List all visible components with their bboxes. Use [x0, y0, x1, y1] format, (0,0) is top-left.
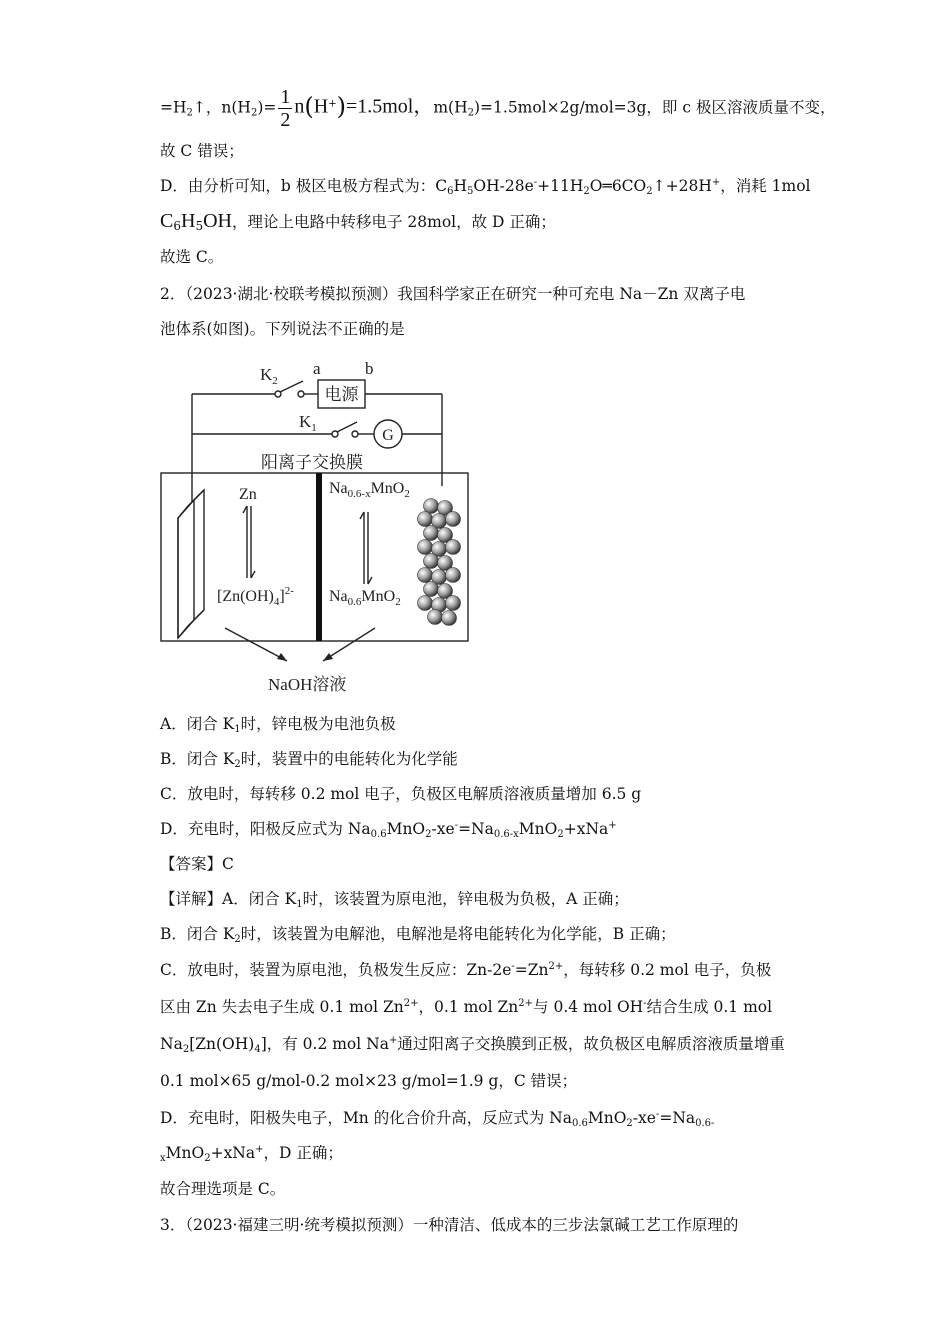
superscript: + [388, 1035, 398, 1046]
zinc-label: Zn [239, 486, 257, 503]
subscript: 2 [250, 107, 258, 119]
fraction-denominator: 2 [280, 109, 291, 131]
superscript: - [643, 998, 647, 1009]
cathode-particle [418, 596, 433, 611]
text-run: 区由 Zn 失去电子生成 0.1 mol Zn [160, 998, 404, 1016]
text-run: B．闭合 K [160, 925, 235, 943]
subscript: 5 [467, 186, 474, 197]
explanation-line [160, 923, 676, 945]
option-c: C．放电时，每转移 0.2 mol 电子，负极区电解质溶液质量增加 6.5 g [160, 785, 642, 803]
text-run: 【详解】A．闭合 K [160, 890, 297, 908]
text-line: 故选 C。 [160, 248, 224, 266]
text-run: +xNa [563, 820, 609, 838]
k2-label: $K_2$ [260, 365, 278, 387]
cathode-particle [424, 554, 439, 569]
text-run: MnO [386, 820, 426, 838]
text-run: =H [160, 98, 187, 117]
question-2-line-2: 池体系(如图)。下列说法不正确的是 [160, 320, 405, 338]
battery-diagram [155, 356, 485, 696]
text-run: )=1.5mol×2g/mol=3g，即 c 极区溶液质量不变， [474, 98, 836, 117]
subscript: 2 [182, 1044, 190, 1055]
membrane-label: 阳离子交换膜 [261, 453, 363, 472]
subscript: 5 [195, 219, 204, 233]
superscript: 2+ [518, 998, 534, 1009]
cathode-particle [446, 568, 461, 583]
cathode-particle [442, 611, 457, 626]
superscript: + [711, 177, 721, 188]
terminal-a-label: a [313, 359, 321, 378]
text-run: C．放电时，装置为原电池，负极发生反应：Zn-2e [160, 961, 512, 979]
text-run: ↑+28H [652, 177, 712, 195]
subscript: 2 [467, 107, 474, 119]
subscript: 2 [425, 829, 432, 840]
text-run: )= [257, 98, 277, 117]
text-run: -xe [632, 1109, 656, 1127]
text-run: ↑，n(H [192, 98, 251, 117]
text-run: +11H [537, 177, 584, 195]
math-oh: OH [203, 210, 232, 232]
subscript: 0.6 [571, 1118, 588, 1129]
cathode-particle [446, 540, 461, 555]
question-2-line-1: 2．（2023·湖北·校联考模拟预测）我国科学家正在研究一种可充电 Na－Zn 双离子电 [160, 285, 746, 303]
cathode-particle [418, 540, 433, 555]
subscript: 2 [204, 1153, 211, 1164]
subscript: 2 [626, 1118, 633, 1129]
text-run: ，理论上电路中转移电子 28mol，故 D 正确； [231, 213, 556, 231]
text-run: ，0.1 mol Zn [418, 998, 519, 1016]
cathode-particle [424, 582, 439, 597]
fraction [278, 86, 292, 131]
subscript: 2 [186, 107, 193, 119]
cathode-particle [428, 610, 443, 625]
text-run: =Na [458, 820, 494, 838]
option-d [160, 818, 617, 840]
naoh-solution-label: NaOH溶液 [268, 675, 347, 694]
text-run: A．闭合 K [160, 715, 235, 733]
answer-line: 【答案】C [160, 855, 234, 873]
superscript: + [328, 98, 337, 110]
naoh-pointer-left [225, 628, 287, 661]
fraction-numerator: 1 [280, 86, 291, 108]
cathode-particle [424, 526, 439, 541]
text-run: =1.5mol， [345, 95, 434, 118]
text-run: ，每转移 0.2 mol 电子，负极 [563, 961, 772, 979]
text-run: +xNa [210, 1144, 256, 1162]
text-line: 故 C 错误； [160, 142, 244, 160]
text-run: 时，该装置为原电池，锌电极为负极，A 正确； [302, 890, 629, 908]
text-run: MnO [165, 1144, 205, 1162]
superscript: 2+ [548, 961, 564, 972]
power-supply-label: 电源 [324, 385, 359, 404]
k2-contact-right [298, 391, 304, 397]
explanation-line [160, 959, 771, 981]
text-run: H [453, 177, 468, 195]
text-run: ，消耗 1mol [720, 177, 811, 195]
text-run: 结合生成 0.1 mol [646, 998, 773, 1016]
paren-right: ) [336, 92, 346, 121]
text-run: B．闭合 K [160, 750, 235, 768]
superscript: - [655, 1109, 660, 1120]
text-run: ，D 正确； [263, 1144, 343, 1162]
text-run: 通过阳离子交换膜到正极，故负极区电解质溶液质量增重 [397, 1035, 785, 1053]
explanation-line [160, 1107, 714, 1129]
zinc-electrode [178, 490, 204, 638]
subscript: 2 [234, 759, 241, 770]
text-run: MnO [587, 1109, 627, 1127]
text-run: Na [160, 1035, 183, 1053]
subscript: 0.6- [695, 1118, 715, 1129]
text-run: OH-28e [473, 177, 534, 195]
explanation-line [160, 1033, 785, 1055]
text-run: O═6CO [589, 177, 647, 195]
zincate-label: $[Zn(OH)_4]^{2-}$ [217, 585, 294, 608]
text-run: =Zn [514, 961, 549, 979]
cation-exchange-membrane [316, 473, 322, 641]
subscript: 2 [557, 829, 564, 840]
subscript: 1 [296, 899, 303, 910]
na-mno2-top-label: $Na_{0.6-x}MnO_2$ [329, 480, 410, 500]
text-run: -xe [431, 820, 455, 838]
explanation-line: 0.1 mol×65 g/mol-0.2 mol×23 g/mol=1.9 g，C 错误； [160, 1072, 578, 1090]
paren-left: ( [304, 92, 314, 121]
math-c: C [160, 210, 174, 232]
text-run: 时，装置中的电能转化为化学能 [240, 750, 458, 768]
subscript: 6 [173, 219, 181, 233]
subscript: 4 [254, 1044, 261, 1055]
math-h: H [313, 95, 329, 118]
text-run: ]，有 0.2 mol Na [260, 1035, 389, 1053]
cathode-particle [418, 568, 433, 583]
math-n: n [294, 95, 305, 118]
superscript: - [454, 820, 459, 831]
superscript: 2+ [403, 998, 419, 1009]
subscript: 1 [234, 724, 241, 735]
text-run: m(H [433, 98, 468, 117]
arrowhead [277, 653, 287, 661]
subscript: 2 [583, 186, 590, 197]
text-run: =Na [659, 1109, 696, 1127]
explanation-line: 故合理选项是 C。 [160, 1180, 286, 1198]
explanation-line [160, 996, 772, 1018]
arrowhead [323, 653, 333, 661]
terminal-b-label: b [365, 359, 374, 378]
cathode-particle [446, 596, 461, 611]
cathode-particle [446, 512, 461, 527]
text-run: 与 0.4 mol OH [533, 998, 644, 1016]
superscript: + [255, 1144, 264, 1155]
subscript: 6 [447, 186, 454, 197]
superscript: + [608, 820, 617, 831]
option-b [160, 748, 458, 770]
electrolytic-tank [161, 473, 468, 641]
text-line [160, 86, 835, 131]
superscript: - [511, 961, 515, 972]
option-a [160, 713, 396, 735]
text-run: D．充电时，阳极失电子，Mn 的化合价升高，反应式为 Na [160, 1109, 572, 1127]
question-3-line-1: 3．（2023·福建三明·统考模拟预测）一种清洁、低成本的三步法氯碱工艺工作原理的 [160, 1216, 739, 1234]
text-line [160, 210, 556, 233]
text-line [160, 175, 811, 197]
text-run: 时，锌电极为电池负极 [240, 715, 396, 733]
subscript: 0.6-x [493, 829, 519, 840]
k1-label: $K_1$ [299, 412, 317, 434]
text-run: D．充电时，阳极反应式为 Na [160, 820, 371, 838]
cathode-particle [418, 512, 433, 527]
text-run: [Zn(OH) [189, 1035, 255, 1053]
math-h: H [180, 210, 196, 232]
subscript: 2 [234, 934, 241, 945]
text-run: D．由分析可知，b 极区电极方程式为：C [160, 177, 448, 195]
explanation-line [160, 888, 629, 910]
na-mno2-bottom-label: $Na_{0.6}MnO_2$ [329, 588, 401, 608]
text-run: 时，该装置为电解池，电解池是将电能转化为化学能，B 正确； [240, 925, 676, 943]
subscript: 0.6 [370, 829, 387, 840]
superscript: - [533, 177, 538, 188]
subscript: x [160, 1153, 166, 1164]
text-run: MnO [518, 820, 558, 838]
galvanometer-label: G [382, 427, 394, 444]
k1-contact-right [352, 431, 358, 437]
explanation-line [160, 1142, 343, 1164]
k2-switch-lever[interactable] [280, 381, 303, 392]
cathode-particles [418, 499, 461, 626]
subscript: 2 [646, 186, 653, 197]
